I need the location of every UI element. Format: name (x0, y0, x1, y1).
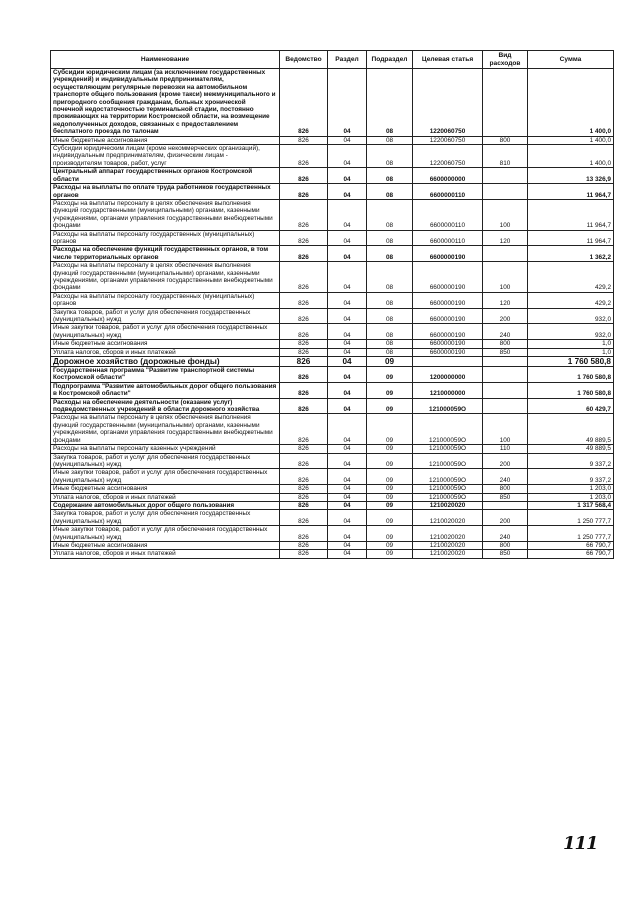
header-kind: Вид расходов (483, 51, 528, 69)
row-subsection-cell: 09 (367, 501, 413, 509)
row-kind-cell: 100 (483, 199, 528, 230)
table-row (51, 398, 614, 414)
row-kind-cell: 240 (483, 324, 528, 340)
row-subsection-cell: 09 (367, 469, 413, 485)
row-subsection-cell: 08 (367, 292, 413, 308)
table-row (51, 136, 614, 144)
row-dept-cell: 826 (280, 246, 328, 262)
row-kind-cell: 850 (483, 550, 528, 558)
row-subsection-cell: 08 (367, 324, 413, 340)
row-sum-cell: 1 317 568,4 (528, 501, 614, 509)
row-subsection-cell: 09 (367, 445, 413, 453)
page-number: 111 (563, 833, 598, 854)
table-row (51, 145, 614, 168)
row-target-cell: 6600000000 (413, 168, 483, 184)
row-name-cell: Закупка товаров, работ и услуг для обеспечения государственных (муниципальных) нужд (51, 308, 280, 324)
row-section-cell: 04 (328, 501, 367, 509)
row-target-cell: 121000059О (413, 398, 483, 414)
row-section-cell: 04 (328, 493, 367, 501)
row-subsection-cell: 09 (367, 367, 413, 383)
row-target-cell: 1210020020 (413, 550, 483, 558)
row-dept-cell: 826 (280, 69, 328, 137)
row-sum-cell: 932,0 (528, 324, 614, 340)
row-name-cell: Расходы на выплаты персоналу в целях обеспечения выполнения функций государственными (муниципальными) органами, казенными учреждениями, органами управления государственными внебюджетными фондами (51, 262, 280, 293)
row-dept-cell: 826 (280, 398, 328, 414)
table-row (51, 292, 614, 308)
row-name-cell: Закупка товаров, работ и услуг для обеспечения государственных (муниципальных) нужд (51, 453, 280, 469)
row-section-cell: 04 (328, 414, 367, 445)
row-target-cell: 121000059О (413, 493, 483, 501)
row-target-cell: 1210020020 (413, 510, 483, 526)
row-kind-cell: 110 (483, 445, 528, 453)
row-name-cell: Уплата налогов, сборов и иных платежей (51, 348, 280, 356)
row-section-cell: 04 (328, 145, 367, 168)
row-sum-cell: 9 337,2 (528, 453, 614, 469)
table-row (51, 382, 614, 398)
row-kind-cell: 800 (483, 136, 528, 144)
row-section-cell: 04 (328, 526, 367, 542)
table-row (51, 246, 614, 262)
row-dept-cell: 826 (280, 367, 328, 383)
header-sum: Сумма (528, 51, 614, 69)
row-name-cell: Содержание автомобильных дорог общего пользования (51, 501, 280, 509)
row-subsection-cell: 09 (367, 414, 413, 445)
row-dept-cell: 826 (280, 493, 328, 501)
row-target-cell: 1220060750 (413, 145, 483, 168)
table-row (51, 550, 614, 558)
table-row (51, 526, 614, 542)
header-dept: Ведомство (280, 51, 328, 69)
row-target-cell (413, 357, 483, 367)
row-sum-cell: 1 760 580,8 (528, 382, 614, 398)
row-section-cell: 04 (328, 308, 367, 324)
row-sum-cell: 66 790,7 (528, 541, 614, 549)
row-dept-cell: 826 (280, 357, 328, 367)
row-section-cell: 04 (328, 246, 367, 262)
row-section-cell: 04 (328, 69, 367, 137)
table-row (51, 348, 614, 356)
row-sum-cell: 1 400,0 (528, 69, 614, 137)
row-subsection-cell: 08 (367, 230, 413, 246)
row-section-cell: 04 (328, 324, 367, 340)
table-row (51, 168, 614, 184)
row-kind-cell: 810 (483, 145, 528, 168)
row-kind-cell: 120 (483, 292, 528, 308)
row-kind-cell (483, 168, 528, 184)
row-sum-cell: 11 964,7 (528, 199, 614, 230)
row-name-cell: Расходы на выплаты персоналу в целях обеспечения выполнения функций государственными (муниципальными) органами, казенными учреждениями, органами управления государственными внебюджетными фондами (51, 414, 280, 445)
row-name-cell: Иные бюджетные ассигнования (51, 485, 280, 493)
row-sum-cell: 429,2 (528, 262, 614, 293)
row-subsection-cell: 08 (367, 262, 413, 293)
row-dept-cell: 826 (280, 501, 328, 509)
row-subsection-cell: 09 (367, 550, 413, 558)
table-row (51, 357, 614, 367)
row-target-cell: 6600000190 (413, 246, 483, 262)
row-sum-cell: 1 203,0 (528, 485, 614, 493)
row-kind-cell: 200 (483, 510, 528, 526)
row-dept-cell: 826 (280, 485, 328, 493)
row-sum-cell: 1 760 580,8 (528, 367, 614, 383)
row-dept-cell: 826 (280, 445, 328, 453)
row-dept-cell: 826 (280, 136, 328, 144)
row-subsection-cell: 09 (367, 453, 413, 469)
row-sum-cell: 49 889,5 (528, 414, 614, 445)
row-target-cell: 121000059О (413, 414, 483, 445)
row-subsection-cell: 08 (367, 308, 413, 324)
row-section-cell: 04 (328, 541, 367, 549)
table-row (51, 230, 614, 246)
table-row (51, 493, 614, 501)
row-dept-cell: 826 (280, 382, 328, 398)
row-target-cell: 121000059О (413, 469, 483, 485)
row-subsection-cell: 09 (367, 510, 413, 526)
row-name-cell: Иные закупки товаров, работ и услуг для обеспечения государственных (муниципальных) нужд (51, 324, 280, 340)
row-name-cell: Расходы на выплаты персоналу государственных (муниципальных) органов (51, 292, 280, 308)
row-sum-cell: 1,0 (528, 348, 614, 356)
row-target-cell: 121000059О (413, 453, 483, 469)
row-dept-cell: 826 (280, 184, 328, 200)
row-section-cell: 04 (328, 348, 367, 356)
row-name-cell: Расходы на выплаты персоналу государственных (муниципальных) органов (51, 230, 280, 246)
row-kind-cell: 800 (483, 340, 528, 348)
row-kind-cell (483, 382, 528, 398)
row-name-cell: Дорожное хозяйство (дорожные фонды) (51, 357, 280, 367)
table-row (51, 324, 614, 340)
table-header-row (51, 51, 614, 69)
row-sum-cell: 1 362,2 (528, 246, 614, 262)
budget-table (50, 50, 614, 559)
row-section-cell: 04 (328, 340, 367, 348)
row-dept-cell: 826 (280, 145, 328, 168)
row-dept-cell: 826 (280, 526, 328, 542)
row-sum-cell: 60 429,7 (528, 398, 614, 414)
row-subsection-cell: 08 (367, 348, 413, 356)
table-row (51, 469, 614, 485)
row-sum-cell: 9 337,2 (528, 469, 614, 485)
row-target-cell: 1200000000 (413, 367, 483, 383)
row-subsection-cell: 09 (367, 485, 413, 493)
row-kind-cell: 850 (483, 348, 528, 356)
row-section-cell: 04 (328, 398, 367, 414)
row-name-cell: Субсидии юридическим лицам (кроме некоммерческих организаций), индивидуальным предпринимателям, физическим лицам - производителям товаров, работ, услуг (51, 145, 280, 168)
row-dept-cell: 826 (280, 414, 328, 445)
table-row (51, 69, 614, 137)
row-target-cell: 6600000190 (413, 308, 483, 324)
row-target-cell: 1210020020 (413, 541, 483, 549)
table-row (51, 308, 614, 324)
table-row (51, 367, 614, 383)
row-target-cell: 6600000190 (413, 340, 483, 348)
row-subsection-cell: 08 (367, 199, 413, 230)
row-section-cell: 04 (328, 469, 367, 485)
row-target-cell: 6600000190 (413, 262, 483, 293)
row-name-cell: Расходы на обеспечение деятельности (оказание услуг) подведомственных учреждений в области дорожного хозяйства (51, 398, 280, 414)
row-sum-cell: 1 250 777,7 (528, 526, 614, 542)
row-name-cell: Подпрограмма "Развитие автомобильных дорог общего пользования в Костромской области" (51, 382, 280, 398)
row-target-cell: 6600000110 (413, 199, 483, 230)
table-row (51, 199, 614, 230)
budget-table-sheet (50, 50, 613, 559)
row-kind-cell: 850 (483, 493, 528, 501)
row-kind-cell: 800 (483, 485, 528, 493)
table-row (51, 453, 614, 469)
row-sum-cell: 49 889,5 (528, 445, 614, 453)
row-subsection-cell: 09 (367, 398, 413, 414)
row-name-cell: Уплата налогов, сборов и иных платежей (51, 550, 280, 558)
row-section-cell: 04 (328, 367, 367, 383)
table-row (51, 262, 614, 293)
row-dept-cell: 826 (280, 340, 328, 348)
row-name-cell: Центральный аппарат государственных органов Костромской области (51, 168, 280, 184)
row-kind-cell: 200 (483, 453, 528, 469)
row-section-cell: 04 (328, 184, 367, 200)
row-dept-cell: 826 (280, 469, 328, 485)
table-row (51, 485, 614, 493)
row-subsection-cell: 08 (367, 145, 413, 168)
row-kind-cell (483, 69, 528, 137)
row-sum-cell: 1 400,0 (528, 145, 614, 168)
header-name: Наименование (51, 51, 280, 69)
row-kind-cell (483, 367, 528, 383)
row-subsection-cell: 09 (367, 382, 413, 398)
row-section-cell: 04 (328, 510, 367, 526)
row-dept-cell: 826 (280, 168, 328, 184)
header-subsection: Подраздел (367, 51, 413, 69)
header-target: Целевая статья (413, 51, 483, 69)
row-subsection-cell: 09 (367, 541, 413, 549)
row-subsection-cell: 08 (367, 69, 413, 137)
row-name-cell: Уплата налогов, сборов и иных платежей (51, 493, 280, 501)
row-name-cell: Государственная программа "Развитие транспортной системы Костромской области" (51, 367, 280, 383)
row-dept-cell: 826 (280, 510, 328, 526)
row-dept-cell: 826 (280, 324, 328, 340)
row-target-cell: 121000059О (413, 445, 483, 453)
row-dept-cell: 826 (280, 292, 328, 308)
row-kind-cell (483, 246, 528, 262)
row-section-cell: 04 (328, 230, 367, 246)
row-name-cell: Иные закупки товаров, работ и услуг для обеспечения государственных (муниципальных) нужд (51, 469, 280, 485)
row-dept-cell: 826 (280, 308, 328, 324)
row-section-cell: 04 (328, 199, 367, 230)
row-kind-cell: 240 (483, 526, 528, 542)
table-row (51, 445, 614, 453)
row-sum-cell: 11 964,7 (528, 184, 614, 200)
row-kind-cell: 800 (483, 541, 528, 549)
table-row (51, 340, 614, 348)
row-kind-cell (483, 184, 528, 200)
table-row (51, 510, 614, 526)
row-section-cell: 04 (328, 136, 367, 144)
table-row (51, 541, 614, 549)
table-row (51, 184, 614, 200)
row-dept-cell: 826 (280, 453, 328, 469)
row-target-cell: 6600000110 (413, 230, 483, 246)
row-sum-cell: 1 400,0 (528, 136, 614, 144)
row-target-cell: 1210000000 (413, 382, 483, 398)
row-subsection-cell: 08 (367, 136, 413, 144)
row-subsection-cell: 09 (367, 493, 413, 501)
row-target-cell: 6600000190 (413, 324, 483, 340)
table-row (51, 414, 614, 445)
row-name-cell: Иные бюджетные ассигнования (51, 136, 280, 144)
row-dept-cell: 826 (280, 541, 328, 549)
row-section-cell: 04 (328, 292, 367, 308)
row-section-cell: 04 (328, 453, 367, 469)
header-section: Раздел (328, 51, 367, 69)
table-body (51, 69, 614, 559)
row-kind-cell: 240 (483, 469, 528, 485)
row-sum-cell: 1 250 777,7 (528, 510, 614, 526)
row-subsection-cell: 09 (367, 357, 413, 367)
row-subsection-cell: 08 (367, 246, 413, 262)
row-sum-cell: 11 964,7 (528, 230, 614, 246)
row-section-cell: 04 (328, 382, 367, 398)
row-dept-cell: 826 (280, 550, 328, 558)
table-row (51, 501, 614, 509)
row-dept-cell: 826 (280, 230, 328, 246)
row-subsection-cell: 08 (367, 340, 413, 348)
row-section-cell: 04 (328, 168, 367, 184)
row-target-cell: 6600000110 (413, 184, 483, 200)
row-name-cell: Расходы на обеспечение функций государственных органов, в том числе территориальных органов (51, 246, 280, 262)
row-kind-cell: 200 (483, 308, 528, 324)
row-target-cell: 6600000190 (413, 292, 483, 308)
row-name-cell: Субсидии юридическим лицам (за исключением государственных учреждений) и индивидуальным предпринимателям, осуществляющим регулярные перевозки на автомобильном транспорте общего пользования (кроме такси) межмуниципального и пригородного сообщения гражданам, больных хронической почечной недостаточностью терминальной стадии, постоянно проживающих на территории Костромской области, на возмещение недополученных доходов, связанных с предоставлением бесплатного проезда по талонам (51, 69, 280, 137)
row-name-cell: Расходы на выплаты по оплате труда работников государственных органов (51, 184, 280, 200)
row-kind-cell (483, 501, 528, 509)
row-section-cell: 04 (328, 262, 367, 293)
row-name-cell: Иные бюджетные ассигнования (51, 541, 280, 549)
row-name-cell: Иные закупки товаров, работ и услуг для обеспечения государственных (муниципальных) нужд (51, 526, 280, 542)
row-subsection-cell: 09 (367, 526, 413, 542)
row-name-cell: Расходы на выплаты персоналу казенных учреждений (51, 445, 280, 453)
row-target-cell: 1220060750 (413, 136, 483, 144)
row-target-cell: 1210020020 (413, 501, 483, 509)
row-sum-cell: 1,0 (528, 340, 614, 348)
row-section-cell: 04 (328, 550, 367, 558)
row-kind-cell (483, 357, 528, 367)
row-kind-cell (483, 398, 528, 414)
row-sum-cell: 66 790,7 (528, 550, 614, 558)
row-kind-cell: 100 (483, 414, 528, 445)
row-sum-cell: 932,0 (528, 308, 614, 324)
row-dept-cell: 826 (280, 262, 328, 293)
row-kind-cell: 120 (483, 230, 528, 246)
row-section-cell: 04 (328, 445, 367, 453)
row-sum-cell: 429,2 (528, 292, 614, 308)
row-section-cell: 04 (328, 357, 367, 367)
row-sum-cell: 1 203,0 (528, 493, 614, 501)
row-target-cell: 1210020020 (413, 526, 483, 542)
row-target-cell: 121000059О (413, 485, 483, 493)
row-dept-cell: 826 (280, 199, 328, 230)
row-subsection-cell: 08 (367, 184, 413, 200)
row-sum-cell: 1 760 580,8 (528, 357, 614, 367)
row-subsection-cell: 08 (367, 168, 413, 184)
row-name-cell: Закупка товаров, работ и услуг для обеспечения государственных (муниципальных) нужд (51, 510, 280, 526)
row-target-cell: 6600000190 (413, 348, 483, 356)
row-dept-cell: 826 (280, 348, 328, 356)
row-kind-cell: 100 (483, 262, 528, 293)
row-name-cell: Расходы на выплаты персоналу в целях обеспечения выполнения функций государственными (муниципальными) органами, казенными учреждениями, органами управления государственными внебюджетными фондами (51, 199, 280, 230)
row-name-cell: Иные бюджетные ассигнования (51, 340, 280, 348)
row-target-cell: 1220060750 (413, 69, 483, 137)
row-section-cell: 04 (328, 485, 367, 493)
row-sum-cell: 13 326,9 (528, 168, 614, 184)
